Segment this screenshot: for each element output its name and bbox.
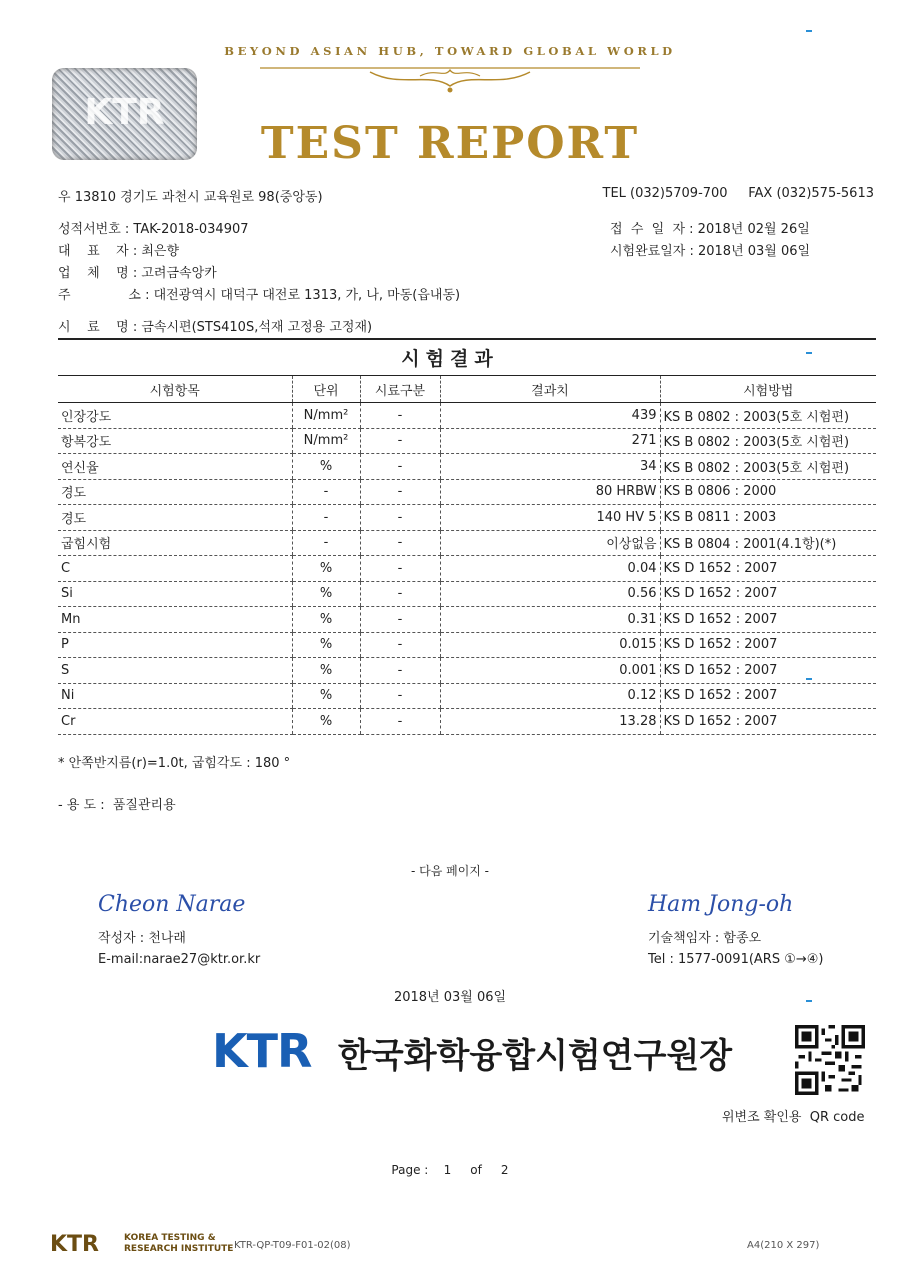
table-cell: - <box>360 581 440 607</box>
table-cell: 이상없음 <box>440 530 660 556</box>
cert-number: 성적서번호 : TAK-2018-034907 <box>58 222 249 237</box>
table-cell: - <box>360 479 440 505</box>
table-cell: 0.015 <box>440 632 660 658</box>
table-cell: KS D 1652 : 2007 <box>660 556 876 582</box>
results-table <box>58 375 876 735</box>
table-cell: 0.001 <box>440 658 660 684</box>
results-header-row <box>58 376 876 403</box>
table-cell: KS D 1652 : 2007 <box>660 632 876 658</box>
author-email: E-mail:narae27@ktr.or.kr <box>98 952 261 967</box>
table-cell: Ni <box>58 683 292 709</box>
table-row <box>58 632 876 658</box>
table-row <box>58 709 876 735</box>
scan-mark <box>806 1000 812 1002</box>
table-row <box>58 556 876 582</box>
scan-mark <box>806 678 812 680</box>
table-cell: 항복강도 <box>58 428 292 454</box>
table-cell: - <box>292 505 360 531</box>
column-header: 시험항목 <box>58 376 292 403</box>
table-row <box>58 428 876 454</box>
table-cell: KS B 0804 : 2001(4.1항)(*) <box>660 530 876 556</box>
page-number: Page : 1 of 2 <box>391 1163 509 1177</box>
report-title: TEST REPORT <box>260 118 640 169</box>
author-name: 작성자 : 천나래 <box>98 931 186 946</box>
table-cell: KS D 1652 : 2007 <box>660 658 876 684</box>
table-cell: - <box>360 530 440 556</box>
manager-name: 기술책임자 : 함종오 <box>648 931 762 946</box>
table-cell: - <box>360 428 440 454</box>
table-row <box>58 479 876 505</box>
table-cell: % <box>292 607 360 633</box>
table-cell: Mn <box>58 607 292 633</box>
received-date: 접 수 일 자 : 2018년 02월 26일 <box>610 222 810 237</box>
table-row <box>58 530 876 556</box>
table-row <box>58 683 876 709</box>
table-cell: 굽힘시험 <box>58 530 292 556</box>
table-cell: 271 <box>440 428 660 454</box>
usage: - 용 도 : 품질관리용 <box>58 798 176 813</box>
table-cell: 인장강도 <box>58 403 292 429</box>
table-cell: - <box>360 607 440 633</box>
table-row <box>58 581 876 607</box>
table-cell: 13.28 <box>440 709 660 735</box>
table-cell: KS D 1652 : 2007 <box>660 581 876 607</box>
table-row <box>58 607 876 633</box>
table-cell: 0.31 <box>440 607 660 633</box>
column-header: 시험방법 <box>660 376 876 403</box>
issue-date: 2018년 03월 06일 <box>393 990 507 1005</box>
scan-mark <box>806 352 812 354</box>
manager-signature: Ham Jong-oh <box>648 892 794 917</box>
table-cell: 439 <box>440 403 660 429</box>
table-cell: - <box>360 556 440 582</box>
qr-code-icon[interactable] <box>795 1025 865 1095</box>
table-cell: - <box>360 683 440 709</box>
results-title: 시험결과 <box>401 348 499 370</box>
table-cell: % <box>292 683 360 709</box>
table-cell: KS D 1652 : 2007 <box>660 607 876 633</box>
table-cell: % <box>292 632 360 658</box>
column-header: 결과치 <box>440 376 660 403</box>
table-cell: 0.56 <box>440 581 660 607</box>
table-cell: S <box>58 658 292 684</box>
table-cell: 경도 <box>58 505 292 531</box>
table-cell: - <box>360 632 440 658</box>
table-cell: % <box>292 454 360 480</box>
issuer-address: 우 13810 경기도 과천시 교육원로 98(중앙동) <box>58 190 323 205</box>
table-cell: P <box>58 632 292 658</box>
next-page-label: - 다음 페이지 - <box>410 864 490 878</box>
table-cell: 0.12 <box>440 683 660 709</box>
table-cell: 80 HRBW <box>440 479 660 505</box>
table-cell: 34 <box>440 454 660 480</box>
table-row <box>58 454 876 480</box>
table-row <box>58 658 876 684</box>
table-cell: N/mm² <box>292 403 360 429</box>
table-cell: KS B 0802 : 2003(5호 시험편) <box>660 428 876 454</box>
table-cell: C <box>58 556 292 582</box>
table-cell: KS B 0811 : 2003 <box>660 505 876 531</box>
footer-institute-name: KOREA TESTING & RESEARCH INSTITUTE <box>124 1233 234 1254</box>
table-cell: Si <box>58 581 292 607</box>
author-signature: Cheon Narae <box>98 892 246 917</box>
table-cell: KS B 0802 : 2003(5호 시험편) <box>660 454 876 480</box>
ktr-hologram-logo: KTR <box>52 68 197 160</box>
table-cell: KS B 0806 : 2000 <box>660 479 876 505</box>
form-code: KTR-QP-T09-F01-02(08) <box>234 1240 351 1251</box>
table-cell: N/mm² <box>292 428 360 454</box>
table-row <box>58 505 876 531</box>
representative: 대 표 자 : 최은향 <box>58 244 180 259</box>
table-cell: KS D 1652 : 2007 <box>660 709 876 735</box>
scan-mark <box>806 30 812 32</box>
table-cell: - <box>360 454 440 480</box>
ornament-divider <box>250 58 650 98</box>
results-top-rule <box>58 338 876 340</box>
table-cell: 0.04 <box>440 556 660 582</box>
table-cell: - <box>292 479 360 505</box>
column-header: 시료구분 <box>360 376 440 403</box>
paper-size: A4(210 X 297) <box>747 1240 820 1251</box>
table-cell: 경도 <box>58 479 292 505</box>
table-cell: % <box>292 658 360 684</box>
table-cell: 연신율 <box>58 454 292 480</box>
table-cell: % <box>292 709 360 735</box>
table-cell: KS D 1652 : 2007 <box>660 683 876 709</box>
table-cell: % <box>292 581 360 607</box>
qr-caption: 위변조 확인용 QR code <box>722 1110 865 1125</box>
table-cell: - <box>360 505 440 531</box>
table-cell: KS B 0802 : 2003(5호 시험편) <box>660 403 876 429</box>
table-cell: % <box>292 556 360 582</box>
issuer-tel-fax: TEL (032)5709-700 FAX (032)575-5613 <box>602 186 874 201</box>
table-cell: - <box>292 530 360 556</box>
table-cell: Cr <box>58 709 292 735</box>
column-header: 단위 <box>292 376 360 403</box>
footer-ktr-logo: KTR <box>50 1232 99 1257</box>
table-row <box>58 403 876 429</box>
table-cell: - <box>360 709 440 735</box>
company-name: 업 체 명 : 고려금속앙카 <box>58 266 217 281</box>
institute-name: 한국화학융합시험연구원장 <box>338 1036 733 1076</box>
completed-date: 시험완료일자 : 2018년 03월 06일 <box>610 244 811 259</box>
table-cell: - <box>360 403 440 429</box>
tagline: BEYOND ASIAN HUB, TOWARD GLOBAL WORLD <box>224 44 676 58</box>
footnote: * 안쪽반지름(r)=1.0t, 굽힘각도 : 180 ° <box>58 756 291 771</box>
manager-tel: Tel : 1577-0091(ARS ①→④) <box>648 952 824 967</box>
company-address: 주 소 : 대전광역시 대덕구 대전로 1313, 가, 나, 마동(읍내동) <box>58 288 461 303</box>
sample-name: 시 료 명 : 금속시편(STS410S,석재 고정용 고정재) <box>58 320 373 335</box>
ktr-logo: KTR <box>212 1024 312 1078</box>
table-cell: 140 HV 5 <box>440 505 660 531</box>
table-cell: - <box>360 658 440 684</box>
